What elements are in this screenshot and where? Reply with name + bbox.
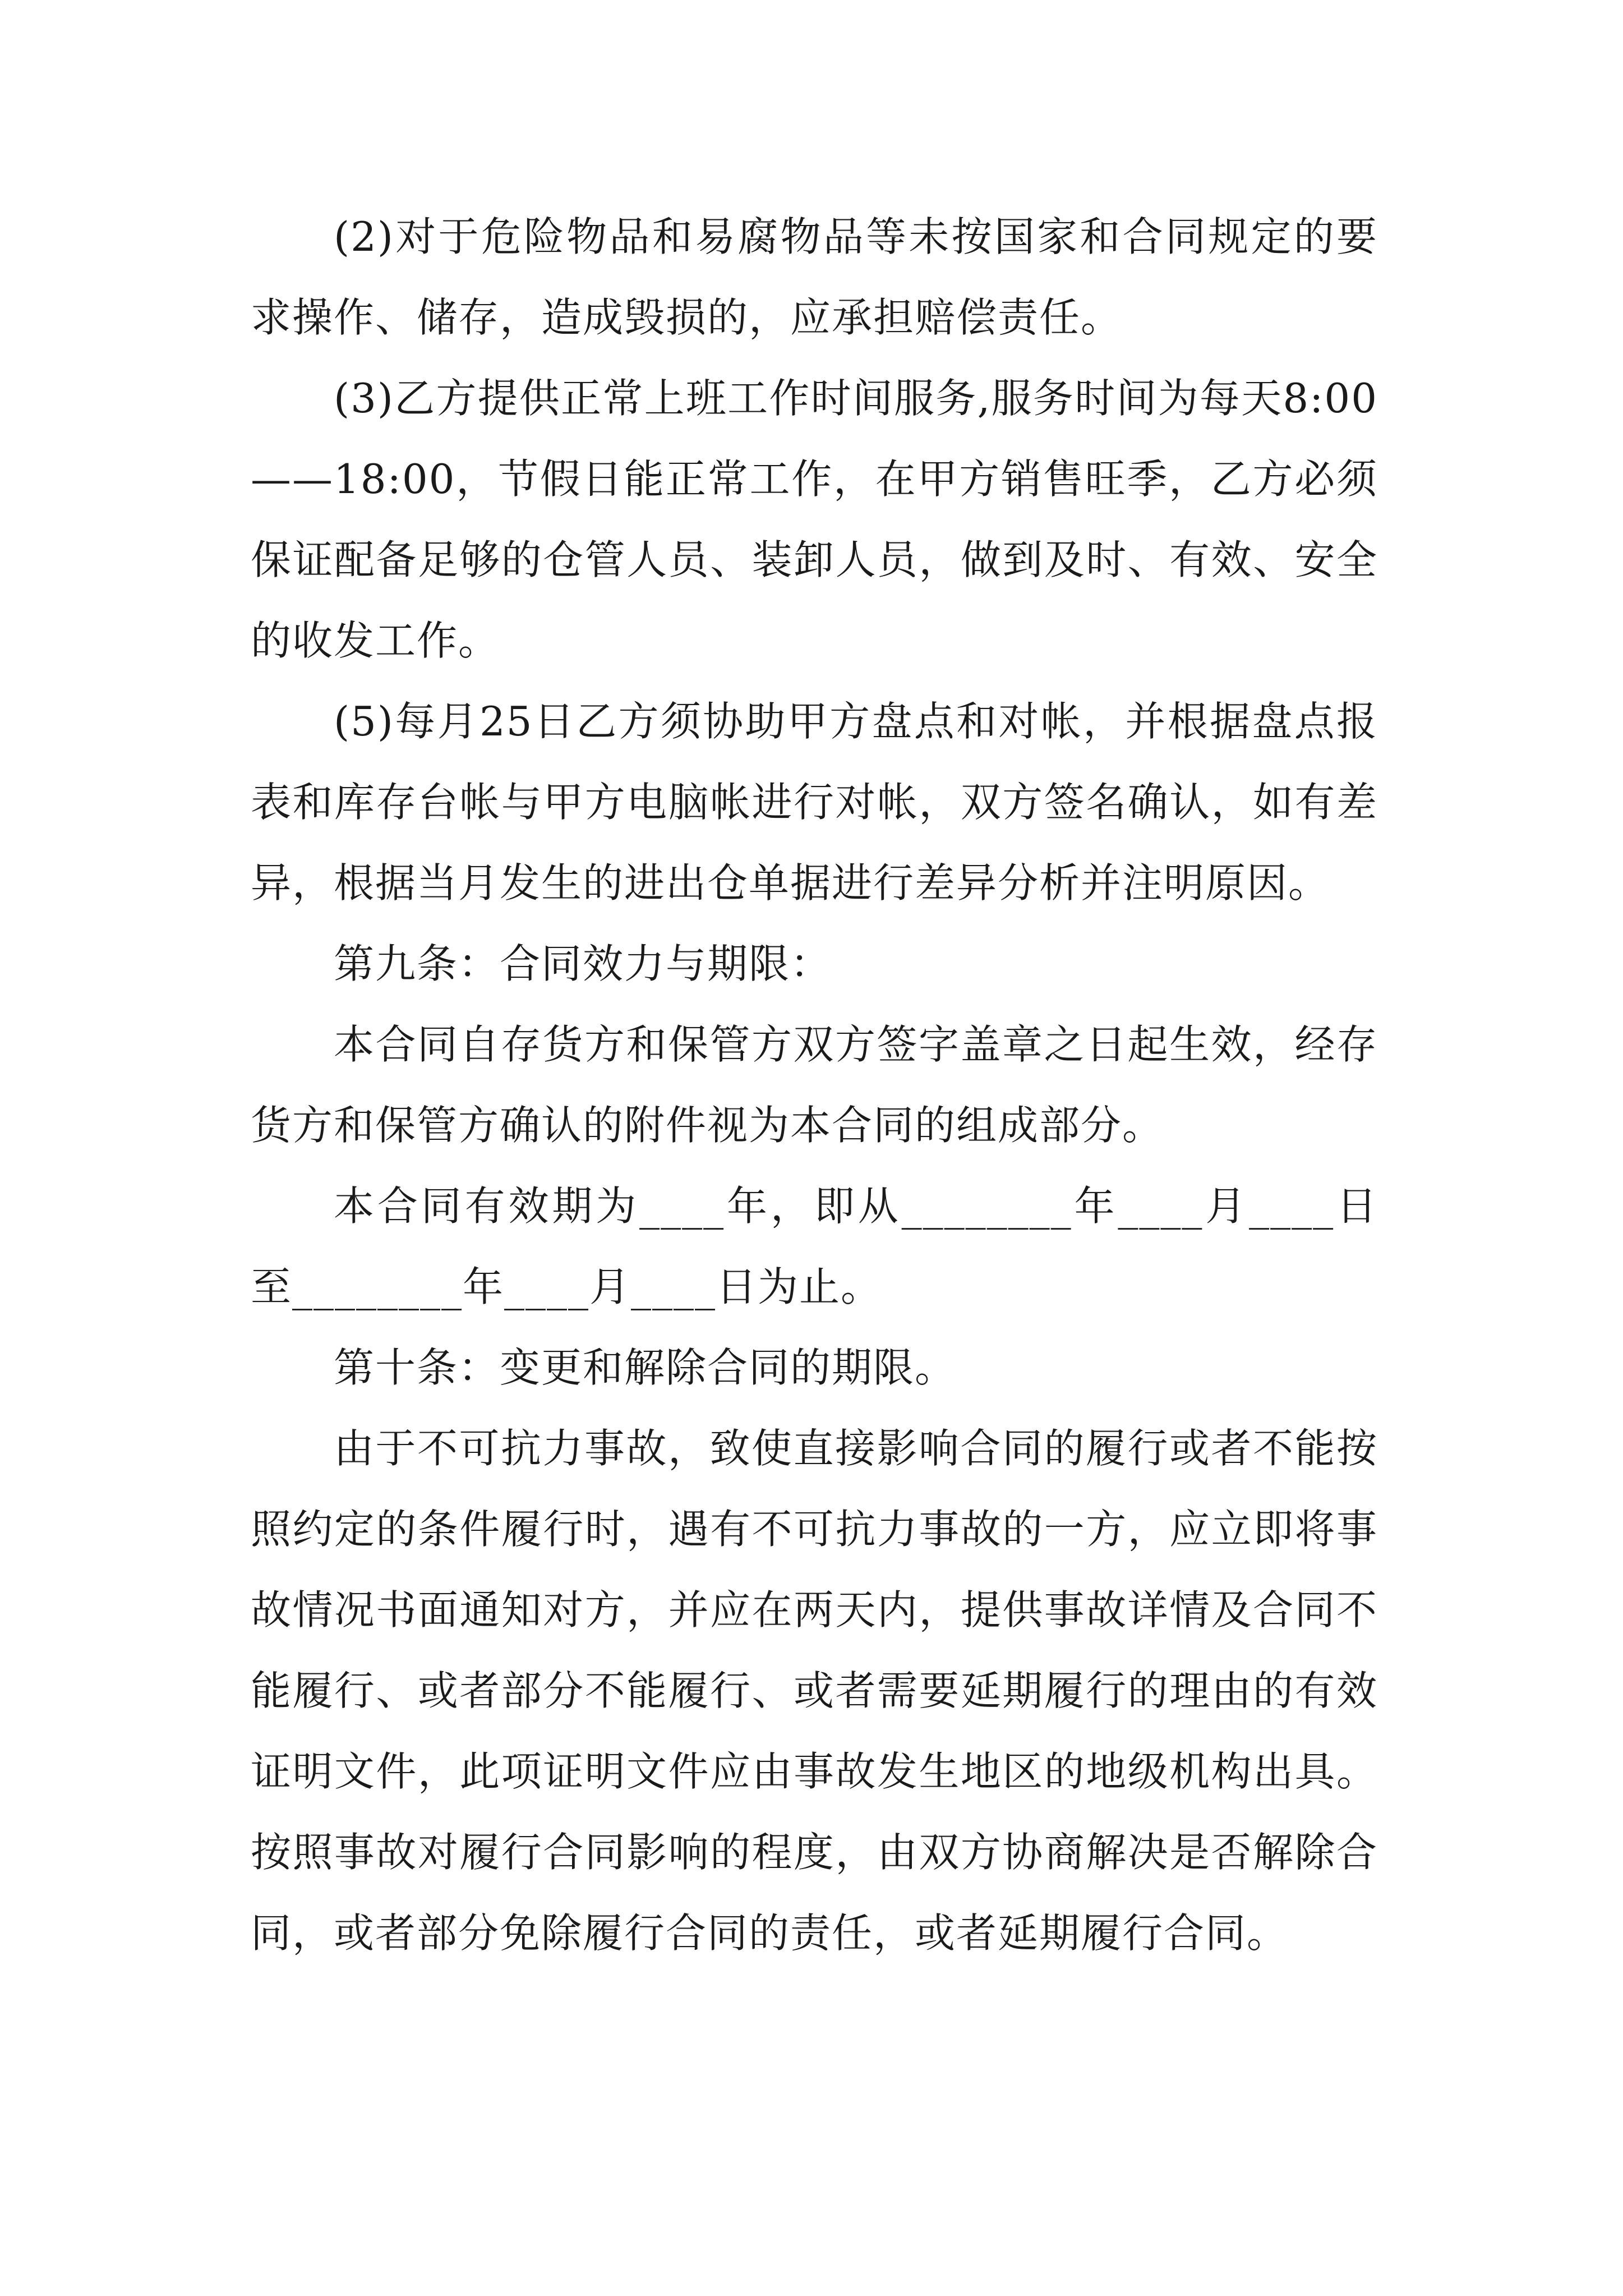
clause-10-force-majeure: 由于不可抗力事故，致使直接影响合同的履行或者不能按照约定的条件履行时，遇有不可抗力事故的一方，应立即将事故情况书面通知对方，并应在两天内，提供事故详情及合同不能履行、或者部分不能履行、或者需要延期履行的理由的有效证明文件，此项证明文件应由事故发生地区的地级机构出具。按照事故对履行合同影响的程度，由双方协商解决是否解除合同，或者部分免除履行合同的责任，或者延期履行合同。 [251, 1425, 1378, 1957]
document-body [251, 196, 1378, 1973]
clause-9-effectiveness: 本合同自存货方和保管方双方签字盖章之日起生效，经存货方和保管方确认的附件视为本合同的组成部分。 [251, 1021, 1378, 1149]
clause-9-heading: 第九条：合同效力与期限： [334, 940, 832, 987]
clause-9-term: 本合同有效期为____年，即从________年____月____日至________年____月____日为止。 [251, 1182, 1378, 1310]
clause-8-item-3: (3)乙方提供正常上班工作时间服务,服务时间为每天8:00——18:00，节假日能正常工作，在甲方销售旺季，乙方必须保证配备足够的仓管人员、装卸人员，做到及时、有效、安全的收发工作。 [251, 375, 1378, 664]
clause-8-item-2: (2)对于危险物品和易腐物品等未按国家和合同规定的要求操作、储存，造成毁损的，应承担赔偿责任。 [251, 213, 1378, 341]
clause-8-item-5: (5)每月25日乙方须协助甲方盘点和对帐，并根据盘点报表和库存台帐与甲方电脑帐进行对帐，双方签名确认，如有差异，根据当月发生的进出仓单据进行差异分析并注明原因。 [251, 698, 1378, 907]
clause-10-heading: 第十条：变更和解除合同的期限。 [334, 1344, 957, 1391]
